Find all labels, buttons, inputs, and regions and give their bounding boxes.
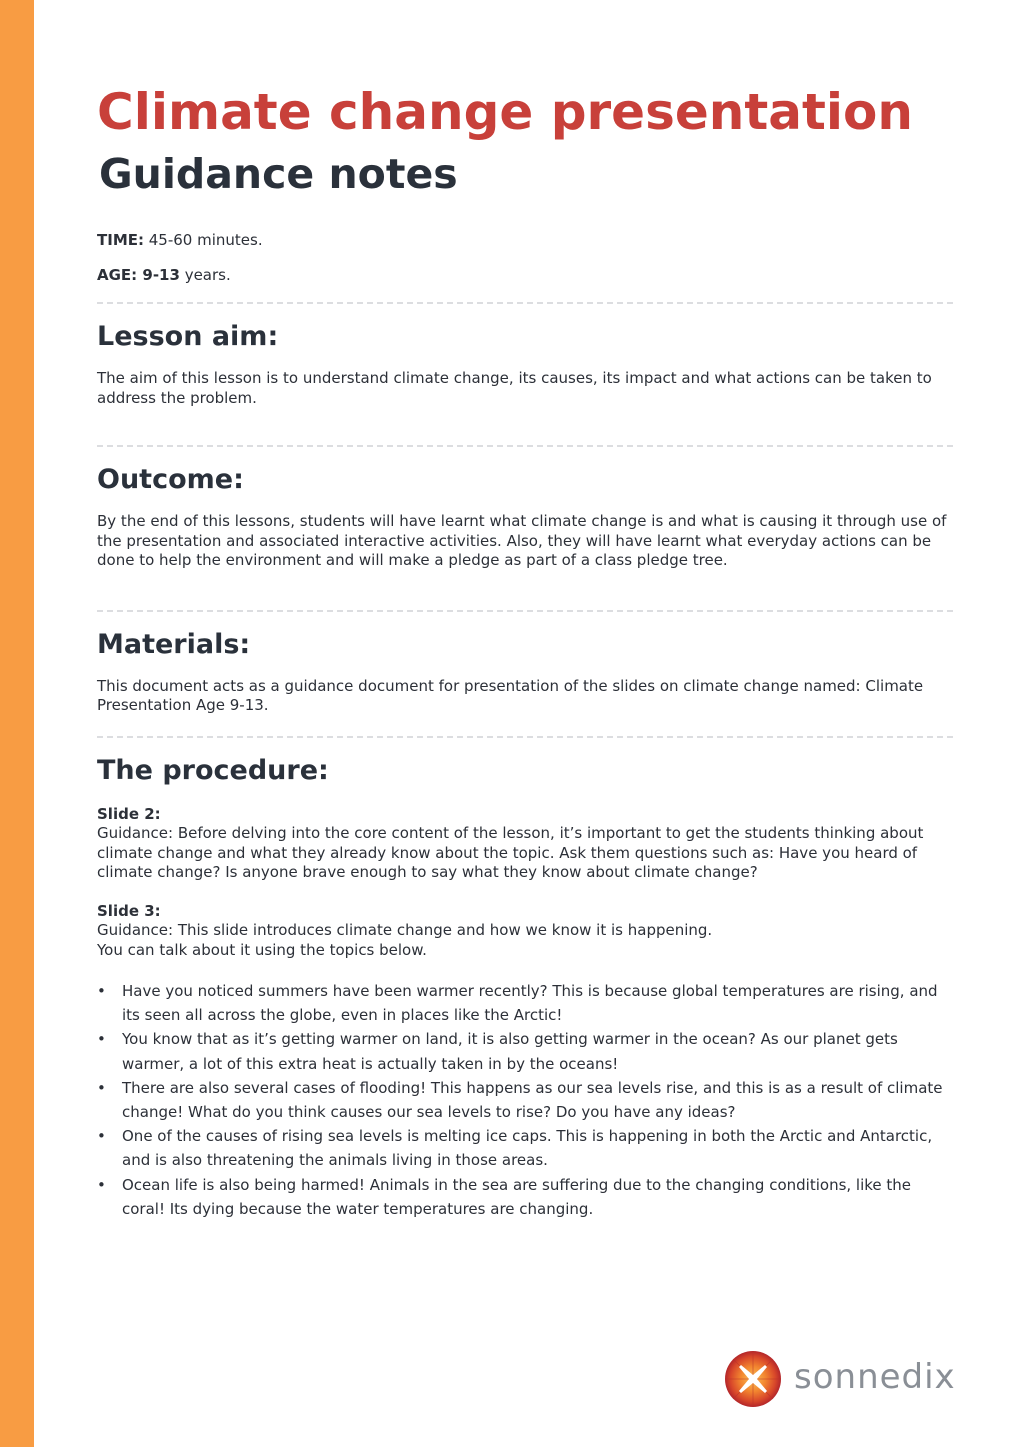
bullet-icon: • bbox=[97, 1175, 106, 1194]
section-divider bbox=[97, 736, 953, 738]
sonnedix-wordmark: sonnedix bbox=[794, 1357, 956, 1397]
lesson-aim-heading: Lesson aim: bbox=[97, 321, 279, 352]
section-divider bbox=[97, 302, 953, 304]
time-label: TIME: bbox=[97, 231, 144, 249]
document-subtitle: Guidance notes bbox=[99, 150, 458, 198]
list-item bbox=[97, 1124, 953, 1172]
list-item-text: Ocean life is also being harmed! Animals in the sea are suffering due to the changing conditions, like the coral! Its dying because the water temperatures are changing. bbox=[122, 1175, 912, 1218]
list-item-text: One of the causes of rising sea levels is melting ice caps. This is happening in both the Arctic and Antarctic, and is also threatening the animals living in those areas. bbox=[122, 1127, 933, 1170]
outcome-heading: Outcome: bbox=[97, 464, 244, 495]
age-label: AGE: 9-13 bbox=[97, 266, 180, 284]
list-item-text: You know that as it’s getting warmer on land, it is also getting warmer in the ocean? As our planet gets warmer, a lot of this extra heat is actually taken in by the oceans! bbox=[122, 1030, 898, 1073]
slide-2-label: Slide 2: bbox=[97, 804, 161, 823]
document-title: Climate change presentation bbox=[97, 83, 913, 141]
bullet-icon: • bbox=[97, 1078, 106, 1097]
age-value: years. bbox=[179, 266, 231, 284]
procedure-heading: The procedure: bbox=[97, 754, 329, 786]
list-item bbox=[97, 1027, 953, 1075]
slide-3-topics-list bbox=[97, 979, 953, 1221]
age-info bbox=[97, 265, 953, 285]
lesson-aim-text: The aim of this lesson is to understand climate change, its causes, its impact and what actions can be taken to address the problem. bbox=[97, 369, 932, 407]
section-divider bbox=[97, 610, 953, 612]
list-item bbox=[97, 979, 953, 1027]
slide-2-block bbox=[97, 805, 953, 883]
bullet-icon: • bbox=[97, 1127, 106, 1146]
time-value: 45-60 minutes. bbox=[144, 231, 263, 249]
slide-3-instruction: You can talk about it using the topics below. bbox=[97, 940, 427, 959]
sonnedix-sun-logo-icon bbox=[724, 1350, 782, 1408]
materials-heading: Materials: bbox=[97, 628, 251, 660]
materials-text: This document acts as a guidance document for presentation of the slides on climate change named: Climate Presentation Age 9-13. bbox=[97, 676, 924, 714]
list-item bbox=[97, 1076, 953, 1124]
slide-3-block bbox=[97, 902, 953, 961]
document-body bbox=[97, 82, 953, 1221]
time-info bbox=[97, 230, 953, 250]
bullet-icon: • bbox=[97, 1030, 106, 1049]
orange-side-bar bbox=[0, 0, 34, 1447]
bullet-icon: • bbox=[97, 982, 106, 1000]
list-item-text: There are also several cases of flooding! This happens as our sea levels rise, and this is as a result of climate change! What do you think causes our sea levels to rise? Do you have any ideas? bbox=[122, 1078, 943, 1122]
list-item bbox=[97, 1173, 953, 1221]
slide-3-label: Slide 3: bbox=[97, 901, 161, 920]
slide-3-guidance: Guidance: This slide introduces climate change and how we know it is happening. bbox=[97, 921, 713, 939]
slide-2-guidance: Guidance: Before delving into the core content of the lesson, it’s important to get the students thinking about climate change and what they already know about the topic. Ask them questions such as: Have you heard of climate change? Is anyone brave enough to say what they know about climate change? bbox=[97, 824, 924, 881]
outcome-text: By the end of this lessons, students will have learnt what climate change is and what is causing it through use of the presentation and associated interactive activities. Also, they will have learnt what everyday actions can be done to help the environment and will make a pledge as part of a class pledge tree. bbox=[97, 512, 947, 569]
list-item-text: Have you noticed summers have been warmer recently? This is because global temperatures are rising, and its seen all across the globe, even in places like the Arctic! bbox=[122, 982, 938, 1025]
sonnedix-logo bbox=[724, 1348, 974, 1410]
section-divider bbox=[97, 445, 953, 447]
